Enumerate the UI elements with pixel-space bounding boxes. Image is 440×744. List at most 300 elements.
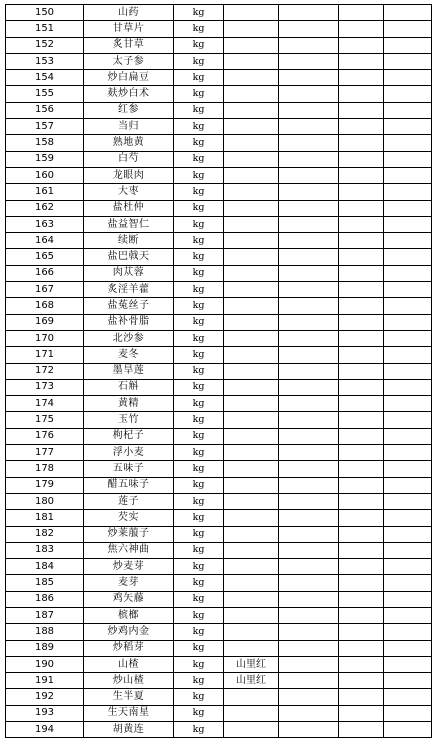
empty-cell [279, 493, 339, 509]
table-row [6, 298, 432, 314]
note-cell [224, 53, 279, 69]
empty-cell [339, 575, 384, 591]
table-row [6, 184, 432, 200]
empty-cell [279, 542, 339, 558]
empty-cell [384, 510, 432, 526]
table-row [6, 705, 432, 721]
row-number-cell: 157 [6, 119, 84, 135]
empty-cell [279, 722, 339, 738]
empty-cell [279, 265, 339, 281]
table-row [6, 37, 432, 53]
empty-cell [384, 445, 432, 461]
table-row [6, 249, 432, 265]
medicine-name-cell: 盐巴戟天 [84, 249, 174, 265]
table-row [6, 86, 432, 102]
table-row [6, 510, 432, 526]
unit-cell: kg [174, 5, 224, 21]
unit-cell: kg [174, 282, 224, 298]
row-number-cell: 174 [6, 396, 84, 412]
medicine-name-cell: 当归 [84, 119, 174, 135]
empty-cell [384, 673, 432, 689]
empty-cell [279, 314, 339, 330]
table-row [6, 21, 432, 37]
unit-cell: kg [174, 216, 224, 232]
note-cell [224, 624, 279, 640]
note-cell [224, 396, 279, 412]
medicine-name-cell: 山楂 [84, 656, 174, 672]
empty-cell [339, 379, 384, 395]
empty-cell [339, 542, 384, 558]
medicine-name-cell: 甘草片 [84, 21, 174, 37]
note-cell [224, 151, 279, 167]
table-row [6, 167, 432, 183]
note-cell [224, 233, 279, 249]
table-row [6, 151, 432, 167]
medicine-name-cell: 炙甘草 [84, 37, 174, 53]
unit-cell: kg [174, 689, 224, 705]
unit-cell: kg [174, 37, 224, 53]
table-row [6, 216, 432, 232]
empty-cell [384, 591, 432, 607]
empty-cell [279, 86, 339, 102]
empty-cell [384, 428, 432, 444]
empty-cell [384, 21, 432, 37]
empty-cell [339, 314, 384, 330]
empty-cell [339, 445, 384, 461]
row-number-cell: 163 [6, 216, 84, 232]
medicine-name-cell: 炒山楂 [84, 673, 174, 689]
empty-cell [279, 656, 339, 672]
note-cell [224, 477, 279, 493]
row-number-cell: 171 [6, 347, 84, 363]
row-number-cell: 170 [6, 330, 84, 346]
row-number-cell: 165 [6, 249, 84, 265]
medicine-name-cell: 生半夏 [84, 689, 174, 705]
medicine-name-cell: 枸杞子 [84, 428, 174, 444]
note-cell [224, 559, 279, 575]
empty-cell [279, 461, 339, 477]
unit-cell: kg [174, 673, 224, 689]
empty-cell [279, 624, 339, 640]
table-row [6, 70, 432, 86]
table-row [6, 591, 432, 607]
note-cell [224, 330, 279, 346]
unit-cell: kg [174, 559, 224, 575]
row-number-cell: 186 [6, 591, 84, 607]
empty-cell [339, 624, 384, 640]
empty-cell [384, 70, 432, 86]
empty-cell [384, 216, 432, 232]
table-row [6, 379, 432, 395]
unit-cell: kg [174, 119, 224, 135]
medicine-name-cell: 北沙参 [84, 330, 174, 346]
row-number-cell: 181 [6, 510, 84, 526]
medicine-name-cell: 鸡矢藤 [84, 591, 174, 607]
note-cell [224, 347, 279, 363]
empty-cell [339, 607, 384, 623]
table-row [6, 673, 432, 689]
empty-cell [339, 216, 384, 232]
empty-cell [279, 607, 339, 623]
empty-cell [384, 559, 432, 575]
row-number-cell: 164 [6, 233, 84, 249]
unit-cell: kg [174, 347, 224, 363]
unit-cell: kg [174, 428, 224, 444]
unit-cell: kg [174, 233, 224, 249]
medicine-name-cell: 龙眼肉 [84, 167, 174, 183]
empty-cell [339, 265, 384, 281]
row-number-cell: 169 [6, 314, 84, 330]
empty-cell [384, 314, 432, 330]
row-number-cell: 179 [6, 477, 84, 493]
empty-cell [279, 135, 339, 151]
medicine-name-cell: 白芍 [84, 151, 174, 167]
row-number-cell: 194 [6, 722, 84, 738]
empty-cell [279, 200, 339, 216]
empty-cell [384, 298, 432, 314]
unit-cell: kg [174, 135, 224, 151]
medicine-name-cell: 玉竹 [84, 412, 174, 428]
note-cell [224, 428, 279, 444]
unit-cell: kg [174, 298, 224, 314]
table-row [6, 119, 432, 135]
empty-cell [339, 363, 384, 379]
note-cell [224, 119, 279, 135]
empty-cell [384, 412, 432, 428]
unit-cell: kg [174, 314, 224, 330]
empty-cell [384, 493, 432, 509]
row-number-cell: 188 [6, 624, 84, 640]
empty-cell [339, 298, 384, 314]
note-cell [224, 167, 279, 183]
medicine-name-cell: 焦六神曲 [84, 542, 174, 558]
empty-cell [339, 102, 384, 118]
medicine-name-cell: 炙淫羊藿 [84, 282, 174, 298]
medicine-name-cell: 麸炒白术 [84, 86, 174, 102]
empty-cell [279, 379, 339, 395]
empty-cell [279, 445, 339, 461]
row-number-cell: 168 [6, 298, 84, 314]
empty-cell [339, 705, 384, 721]
row-number-cell: 154 [6, 70, 84, 86]
empty-cell [384, 86, 432, 102]
table-row [6, 461, 432, 477]
empty-cell [339, 233, 384, 249]
empty-cell [384, 249, 432, 265]
table-row [6, 363, 432, 379]
empty-cell [339, 135, 384, 151]
row-number-cell: 180 [6, 493, 84, 509]
table-row [6, 656, 432, 672]
empty-cell [279, 705, 339, 721]
note-cell [224, 184, 279, 200]
table-row [6, 233, 432, 249]
empty-cell [384, 53, 432, 69]
empty-cell [384, 200, 432, 216]
medicine-name-cell: 炒莱菔子 [84, 526, 174, 542]
empty-cell [279, 151, 339, 167]
empty-cell [339, 428, 384, 444]
row-number-cell: 158 [6, 135, 84, 151]
unit-cell: kg [174, 86, 224, 102]
medicine-name-cell: 山药 [84, 5, 174, 21]
unit-cell: kg [174, 396, 224, 412]
empty-cell [279, 53, 339, 69]
empty-cell [279, 21, 339, 37]
empty-cell [279, 298, 339, 314]
table-row [6, 445, 432, 461]
medicine-name-cell: 炒稻芽 [84, 640, 174, 656]
row-number-cell: 156 [6, 102, 84, 118]
row-number-cell: 177 [6, 445, 84, 461]
note-cell [224, 282, 279, 298]
empty-cell [339, 591, 384, 607]
unit-cell: kg [174, 151, 224, 167]
empty-cell [339, 282, 384, 298]
empty-cell [279, 233, 339, 249]
empty-cell [384, 102, 432, 118]
row-number-cell: 176 [6, 428, 84, 444]
empty-cell [339, 151, 384, 167]
table-row [6, 575, 432, 591]
empty-cell [339, 526, 384, 542]
unit-cell: kg [174, 445, 224, 461]
row-number-cell: 187 [6, 607, 84, 623]
unit-cell: kg [174, 542, 224, 558]
row-number-cell: 162 [6, 200, 84, 216]
row-number-cell: 151 [6, 21, 84, 37]
empty-cell [384, 347, 432, 363]
empty-cell [279, 412, 339, 428]
empty-cell [384, 477, 432, 493]
empty-cell [384, 135, 432, 151]
empty-cell [339, 412, 384, 428]
row-number-cell: 192 [6, 689, 84, 705]
empty-cell [279, 591, 339, 607]
note-cell [224, 526, 279, 542]
empty-cell [279, 249, 339, 265]
unit-cell: kg [174, 493, 224, 509]
unit-cell: kg [174, 510, 224, 526]
unit-cell: kg [174, 200, 224, 216]
note-cell [224, 5, 279, 21]
unit-cell: kg [174, 21, 224, 37]
note-cell [224, 705, 279, 721]
unit-cell: kg [174, 705, 224, 721]
empty-cell [339, 461, 384, 477]
note-cell [224, 37, 279, 53]
table-row [6, 396, 432, 412]
unit-cell: kg [174, 591, 224, 607]
medicine-name-cell: 墨旱莲 [84, 363, 174, 379]
table-row [6, 314, 432, 330]
empty-cell [279, 330, 339, 346]
empty-cell [384, 151, 432, 167]
row-number-cell: 173 [6, 379, 84, 395]
unit-cell: kg [174, 379, 224, 395]
unit-cell: kg [174, 477, 224, 493]
unit-cell: kg [174, 624, 224, 640]
unit-cell: kg [174, 53, 224, 69]
empty-cell [384, 167, 432, 183]
note-cell [224, 200, 279, 216]
medicine-name-cell: 炒白扁豆 [84, 70, 174, 86]
medicine-name-cell: 麦芽 [84, 575, 174, 591]
empty-cell [339, 184, 384, 200]
row-number-cell: 183 [6, 542, 84, 558]
unit-cell: kg [174, 412, 224, 428]
empty-cell [339, 53, 384, 69]
empty-cell [384, 37, 432, 53]
empty-cell [339, 21, 384, 37]
table-row [6, 347, 432, 363]
medicine-name-cell: 浮小麦 [84, 445, 174, 461]
medicine-name-cell: 石斛 [84, 379, 174, 395]
empty-cell [279, 70, 339, 86]
empty-cell [339, 167, 384, 183]
note-cell [224, 412, 279, 428]
row-number-cell: 184 [6, 559, 84, 575]
empty-cell [339, 673, 384, 689]
empty-cell [384, 689, 432, 705]
unit-cell: kg [174, 70, 224, 86]
empty-cell [279, 575, 339, 591]
empty-cell [384, 705, 432, 721]
note-cell [224, 379, 279, 395]
table-row [6, 282, 432, 298]
note-cell [224, 298, 279, 314]
note-cell [224, 575, 279, 591]
table-row [6, 135, 432, 151]
row-number-cell: 166 [6, 265, 84, 281]
note-cell [224, 510, 279, 526]
note-cell [224, 86, 279, 102]
row-number-cell: 178 [6, 461, 84, 477]
empty-cell [339, 200, 384, 216]
unit-cell: kg [174, 249, 224, 265]
note-cell [224, 265, 279, 281]
note-cell [224, 249, 279, 265]
empty-cell [384, 5, 432, 21]
row-number-cell: 161 [6, 184, 84, 200]
note-cell: 山里红 [224, 656, 279, 672]
empty-cell [384, 656, 432, 672]
note-cell [224, 135, 279, 151]
table-row [6, 200, 432, 216]
empty-cell [384, 119, 432, 135]
empty-cell [384, 330, 432, 346]
table-row [6, 428, 432, 444]
note-cell [224, 314, 279, 330]
note-cell [224, 689, 279, 705]
medicine-name-cell: 芡实 [84, 510, 174, 526]
note-cell [224, 591, 279, 607]
empty-cell [279, 282, 339, 298]
table-row [6, 559, 432, 575]
empty-cell [279, 689, 339, 705]
note-cell [224, 70, 279, 86]
empty-cell [279, 102, 339, 118]
empty-cell [384, 575, 432, 591]
medicine-name-cell: 红参 [84, 102, 174, 118]
note-cell [224, 493, 279, 509]
row-number-cell: 175 [6, 412, 84, 428]
empty-cell [384, 526, 432, 542]
empty-cell [279, 37, 339, 53]
table-row [6, 624, 432, 640]
medicine-name-cell: 盐补骨脂 [84, 314, 174, 330]
unit-cell: kg [174, 102, 224, 118]
medicine-name-cell: 莲子 [84, 493, 174, 509]
empty-cell [339, 330, 384, 346]
empty-cell [384, 184, 432, 200]
empty-cell [279, 363, 339, 379]
empty-cell [384, 461, 432, 477]
empty-cell [339, 477, 384, 493]
empty-cell [384, 282, 432, 298]
medicine-name-cell: 胡黄连 [84, 722, 174, 738]
medicine-name-cell: 大枣 [84, 184, 174, 200]
note-cell [224, 640, 279, 656]
medicine-name-cell: 续断 [84, 233, 174, 249]
empty-cell [384, 607, 432, 623]
unit-cell: kg [174, 184, 224, 200]
empty-cell [339, 119, 384, 135]
table-row [6, 689, 432, 705]
empty-cell [339, 656, 384, 672]
table-row [6, 526, 432, 542]
empty-cell [279, 640, 339, 656]
empty-cell [339, 493, 384, 509]
table-row [6, 640, 432, 656]
table-row [6, 607, 432, 623]
row-number-cell: 155 [6, 86, 84, 102]
empty-cell [279, 119, 339, 135]
empty-cell [279, 428, 339, 444]
empty-cell [279, 167, 339, 183]
empty-cell [339, 510, 384, 526]
table-row [6, 265, 432, 281]
empty-cell [339, 347, 384, 363]
empty-cell [339, 722, 384, 738]
empty-cell [279, 396, 339, 412]
empty-cell [279, 673, 339, 689]
empty-cell [384, 265, 432, 281]
unit-cell: kg [174, 607, 224, 623]
empty-cell [384, 624, 432, 640]
empty-cell [384, 640, 432, 656]
empty-cell [279, 510, 339, 526]
empty-cell [279, 477, 339, 493]
medicine-name-cell: 太子参 [84, 53, 174, 69]
note-cell [224, 607, 279, 623]
row-number-cell: 193 [6, 705, 84, 721]
row-number-cell: 150 [6, 5, 84, 21]
empty-cell [384, 379, 432, 395]
note-cell [224, 216, 279, 232]
table-row [6, 102, 432, 118]
table-row [6, 542, 432, 558]
empty-cell [339, 559, 384, 575]
unit-cell: kg [174, 526, 224, 542]
medicine-name-cell: 槟榔 [84, 607, 174, 623]
empty-cell [279, 347, 339, 363]
medicine-name-cell: 盐菟丝子 [84, 298, 174, 314]
medicine-name-cell: 生天南星 [84, 705, 174, 721]
row-number-cell: 190 [6, 656, 84, 672]
empty-cell [279, 5, 339, 21]
medicine-name-cell: 麦冬 [84, 347, 174, 363]
